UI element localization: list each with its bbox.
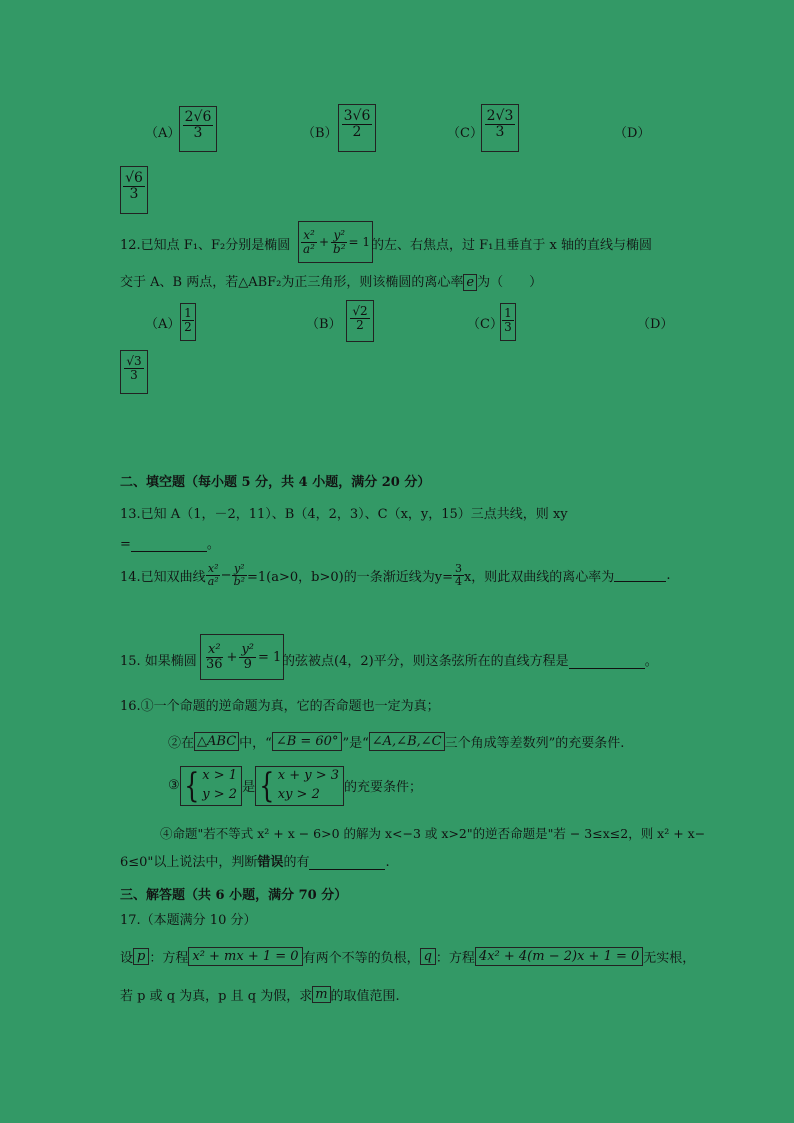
q17-line2-b: 的取值范围. xyxy=(330,989,400,1004)
q14-fd: 4 xyxy=(454,574,462,588)
q11-b-num: 3√6 xyxy=(343,108,371,124)
q14-n1: x² xyxy=(207,561,219,575)
q17-p-box: p xyxy=(133,948,149,965)
q17-line2-a: 若 p 或 q 为真，p 且 q 为假，求 xyxy=(120,989,313,1004)
q15-prefix: 15. 如果椭圆 xyxy=(120,654,197,669)
q16-s3-r3: x + y > 3 xyxy=(277,768,339,783)
q16-angles-box: ∠A,∠B,∠C xyxy=(369,732,445,751)
q16-system-1-box: { x > 1 y > 2 xyxy=(180,766,242,806)
q12-ellipse-equation xyxy=(298,221,373,263)
q16-statement-1: 16.①一个命题的逆命题为真，它的否命题也一定为真； xyxy=(120,699,440,714)
q12-c-num: 1 xyxy=(504,306,512,320)
q12-line2-text: 交于 A、B 两点，若△ABF₂为正三角形，则该椭圆的离心率 xyxy=(120,275,464,290)
q12-option-c-label: （C） xyxy=(467,317,503,332)
q12-a-num: 1 xyxy=(184,306,192,320)
q16-s3-r1: x > 1 xyxy=(202,768,238,783)
q16-answer-blank xyxy=(309,868,385,870)
q11-option-c-label: （C） xyxy=(447,126,483,141)
q15-end: 。 xyxy=(644,654,658,669)
q11-b-den: 2 xyxy=(352,123,362,140)
q14-line xyxy=(120,556,670,594)
q16-system-2-box: { x + y > 3 xy > 2 xyxy=(255,766,344,806)
q12-e-box: e xyxy=(463,274,477,291)
q17-d: ：方程 xyxy=(435,951,475,966)
q16-s3-end: 的充要条件； xyxy=(344,780,423,796)
q12-eq-plus: + xyxy=(318,235,330,249)
q13-equals: = xyxy=(120,537,131,552)
q15-answer-blank xyxy=(569,667,645,669)
q17-b: ：方程 xyxy=(149,951,189,966)
q14-suffix: x，则此双曲线的离心率为 xyxy=(463,569,615,585)
q16-s4b-end: . xyxy=(385,855,390,870)
q16-s2-b: 中，“ xyxy=(239,736,272,751)
q12-b-num: √2 xyxy=(352,304,368,318)
q12-prefix: 12.已知点 F₁、F₂分别是椭圆 xyxy=(120,238,291,253)
q11-option-a-label: （A） xyxy=(145,126,181,141)
q11-option-d-label: （D） xyxy=(614,126,651,141)
q12-a-den: 2 xyxy=(184,319,192,334)
q15-d2: 9 xyxy=(243,656,252,672)
section3-title: 三、解答题（共 6 小题，满分 70 分） xyxy=(120,888,348,903)
q12-d-num: √3 xyxy=(126,354,142,368)
q13-end: 。 xyxy=(206,537,220,552)
q11-option-a-box xyxy=(179,106,217,152)
q14-n2: y² xyxy=(233,561,245,575)
q12-eq-num2: y² xyxy=(333,227,346,242)
q12-d-den: 3 xyxy=(130,367,138,382)
q15-ellipse-equation xyxy=(200,634,284,680)
q12-option-c-box xyxy=(500,303,516,341)
q15-suffix: 的弦被点(4，2)平分，则这条弦所在的直线方程是 xyxy=(282,654,569,669)
q16-s3-r4: xy > 2 xyxy=(277,786,320,802)
q11-d-num: √6 xyxy=(125,170,143,186)
q14-d1: a² xyxy=(207,574,219,588)
q14-d2: b² xyxy=(233,574,246,588)
q16-angle-box: ∠B = 60° xyxy=(272,732,343,751)
q15-plus: + xyxy=(226,649,238,665)
q17-line1 xyxy=(120,947,695,966)
q14-fn: 3 xyxy=(454,561,462,575)
q11-option-b-label: （B） xyxy=(302,126,338,141)
q11-d-den: 3 xyxy=(129,185,139,202)
q11-c-num: 2√3 xyxy=(486,108,514,124)
q12-suffix: 的左、右焦点，过 F₁且垂直于 x 轴的直线与椭圆 xyxy=(371,238,652,253)
q11-a-num: 2√6 xyxy=(184,109,212,125)
q11-a-den: 3 xyxy=(193,124,203,141)
q11-option-c-box xyxy=(481,104,519,152)
q17-e: 无实根， xyxy=(643,951,696,966)
q16-s3-is: 是 xyxy=(242,780,256,796)
q12-line2 xyxy=(120,271,542,290)
q11-option-b-box xyxy=(338,104,376,152)
q16-s4b-bold: 错误 xyxy=(257,855,284,870)
q17-eq2-box: 4x² + 4(m − 2)x + 1 = 0 xyxy=(475,947,643,966)
q12-option-d-label: （D） xyxy=(637,317,674,332)
q11-option-d-box xyxy=(120,166,148,214)
q12-option-a-label: （A） xyxy=(145,317,181,332)
q17-head: 17.（本题满分 10 分） xyxy=(120,913,257,928)
q12-eq-den2: b² xyxy=(333,241,346,256)
q17-a: 设 xyxy=(120,951,134,966)
q16-s3-a: ③ xyxy=(168,778,180,794)
q16-statement-3 xyxy=(168,766,422,806)
q15-rhs: = 1 xyxy=(258,649,282,665)
q13-answer-blank xyxy=(131,550,207,552)
q15-n1: x² xyxy=(208,641,221,657)
q16-s4b-a: 6≤0"以上说法中，判断 xyxy=(120,855,258,870)
q14-minus: − xyxy=(220,567,232,583)
q13-line1: 13.已知 A（1，－2，11）、B（4，2，3）、C（x，y，15）三点共线，则 xy xyxy=(120,507,568,522)
q12-eq-rhs: = 1 xyxy=(348,235,371,249)
q12-option-a-box xyxy=(180,303,196,341)
q12-option-b-label: （B） xyxy=(306,317,342,332)
q14-mid: =1(a>0，b>0)的一条渐近线为y= xyxy=(247,569,453,585)
q16-statement-4-cont xyxy=(120,851,390,870)
q16-s4b-b: 的有 xyxy=(283,855,310,870)
q15-n2: y² xyxy=(241,641,255,657)
q17-line2 xyxy=(120,985,400,1004)
q14-end: . xyxy=(666,567,671,583)
q16-s2-d: 三个角成等差数列”的充要条件. xyxy=(444,736,625,751)
q14-prefix: 14.已知双曲线 xyxy=(120,569,206,585)
q16-s2-c: ”是“ xyxy=(342,736,369,751)
q16-triangle-box: △ABC xyxy=(194,732,239,751)
q15-suffix-line xyxy=(282,650,658,669)
q15-d1: 36 xyxy=(206,656,223,672)
q12-option-b-box xyxy=(346,300,374,342)
q17-c: 有两个不等的负根， xyxy=(302,951,420,966)
q12-b-den: 2 xyxy=(356,317,364,332)
q13-line2 xyxy=(120,533,220,552)
q14-answer-blank xyxy=(614,580,666,582)
q17-q-box: q xyxy=(420,948,436,965)
q12-eq-den1: a² xyxy=(303,241,315,256)
q12-eq-num1: x² xyxy=(303,227,315,242)
q17-eq1-box: x² + mx + 1 = 0 xyxy=(188,947,302,966)
q16-statement-2 xyxy=(168,732,624,751)
q12-option-d-box xyxy=(120,350,148,394)
q11-c-den: 3 xyxy=(495,123,505,140)
q12-c-den: 3 xyxy=(504,319,512,334)
q16-statement-4: ④命题"若不等式 x² + x − 6>0 的解为 x<−3 或 x>2"的逆否命题是"若 − 3≤x≤2，则 x² + x− xyxy=(160,826,706,841)
section2-title: 二、填空题（每小题 5 分，共 4 小题，满分 20 分） xyxy=(120,475,431,490)
q16-s3-r2: y > 2 xyxy=(202,786,238,802)
q16-s2-a: ②在 xyxy=(168,736,195,751)
q12-line2-end: 为（ ） xyxy=(477,275,543,290)
q17-m-box: m xyxy=(312,986,330,1003)
